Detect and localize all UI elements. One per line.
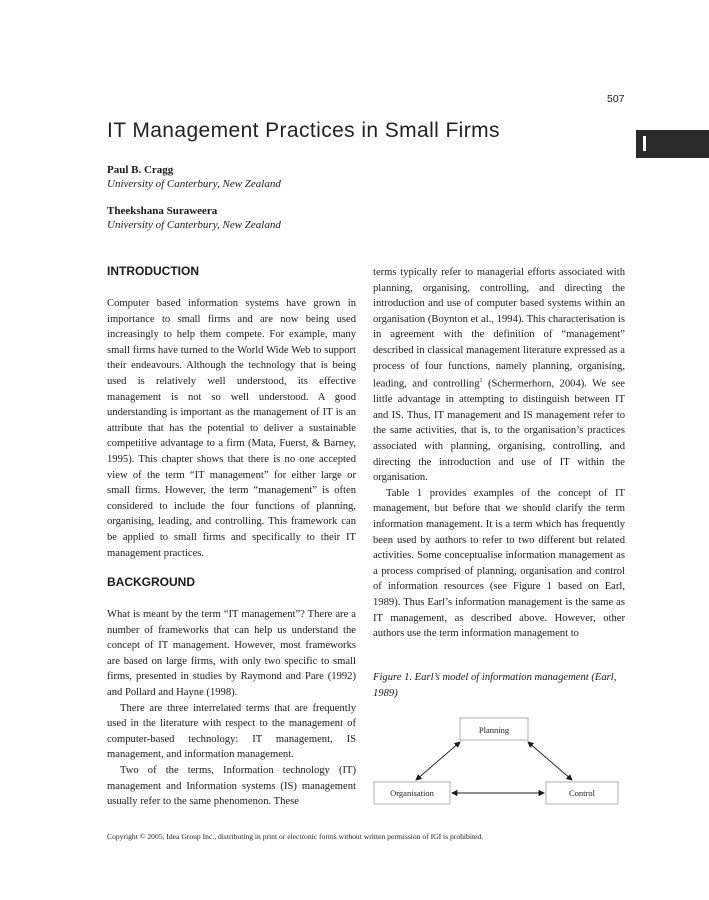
right-column-body <box>373 265 625 642</box>
background-paragraph-2: There are three interrelated terms that are frequently used in the literature with respect to the management of computer-based technology: IT management, IS management, and information management. <box>107 702 356 761</box>
author-2-name: Theekshana Suraweera <box>107 205 218 217</box>
control-label: Control <box>569 788 595 798</box>
background-paragraph-1: What is meant by the term “IT management”? There are a number of frameworks that can help us understand the concept of IT management. However, most frameworks are based on large firms, with only two specific to small firms, presented in studies by Raymond and Pare (1992) and Pollard and Hayne (1998). <box>107 609 356 698</box>
author-1-affiliation: University of Canterbury, New Zealand <box>107 178 281 190</box>
planning-label: Planning <box>478 725 510 735</box>
page-number: 507 <box>607 93 625 105</box>
organisation-node <box>374 782 450 804</box>
organisation-label: Organisation <box>390 788 434 798</box>
right-paragraph-1 <box>373 265 625 486</box>
arrow-planning-organisation <box>416 742 460 780</box>
earl-model-diagram <box>372 712 628 808</box>
author-2-affiliation: University of Canterbury, New Zealand <box>107 219 281 231</box>
background-heading: BACKGROUND <box>107 575 195 589</box>
arrow-planning-control <box>528 742 572 780</box>
planning-node <box>460 718 528 740</box>
control-node <box>546 782 618 804</box>
author-1-name: Paul B. Cragg <box>107 164 174 176</box>
introduction-heading: INTRODUCTION <box>107 264 199 278</box>
introduction-body <box>107 296 356 561</box>
introduction-paragraph: Computer based information systems have grown in importance to small firms and are now being used increasingly to help them compete. For example, many small firms have turned to the World Wide Web to support their endeavours. Although the technology that is being used is relatively well understood, its effective management is not so well understood. A good understanding is important as the management of IT is an attribute that has the potential to deliver a sustainable competitive advantage to a firm (Mata, Fuerst, & Barney, 1995). This chapter shows that there is no one accepted view of the term “IT management” for either large or small firms. However, the term “management” is often considered to include the four functions of planning, organising, leading, and controlling. This framework can be applied to small firms and specifically to their IT management practices. <box>107 298 356 559</box>
chapter-title: IT Management Practices in Small Firms <box>107 119 500 142</box>
section-tab-letter-i <box>643 136 646 151</box>
section-tab-marker <box>636 130 709 158</box>
background-body <box>107 607 356 810</box>
background-paragraph-3: Two of the terms, Information technology (IT) management and Information systems (IS) management usually refer to the same phenomenon. These <box>107 764 356 808</box>
right-paragraph-2: Table 1 provides examples of the concept of IT management, but before that we should clarify the term information management. It is a term which has frequently been used by authors to refer to two different but related activities. Some conceptualise information management as a process comprised of planning, organisation and control of information resources (see Figure 1 based on Earl, 1989). Thus Earl’s information management is the same as IT management, as described above. However, other authors use the term information management to <box>373 487 625 640</box>
copyright-footer: Copyright © 2005, Idea Group Inc., distributing in print or electronic forms without written permission of IGI is prohibited. <box>107 832 484 841</box>
footnote-marker: 1 <box>479 378 483 385</box>
right-paragraph-1-part-a: terms typically refer to managerial efforts associated with planning, organising, controlling, and directing the introduction and use of computer based systems within an organisation (Boynton et al., 1994). This characterisation is in agreement with the definition of “management” described in classical management literature expressed as a process of four functions, namely planning, organising, leading, and controlling <box>373 267 625 390</box>
figure-caption: Figure 1. Earl’s model of information management (Earl, 1989) <box>373 672 617 699</box>
right-paragraph-1-part-b: (Schermerhorn, 2004). We see little advantage in attempting to distinguish between IT and IS. Thus, IT management and IS management refer to the same activities, that is, to the organisation’s practices associated with planning, organising, controlling, and directing the introduction and use of IT within the organisation. <box>373 378 625 484</box>
